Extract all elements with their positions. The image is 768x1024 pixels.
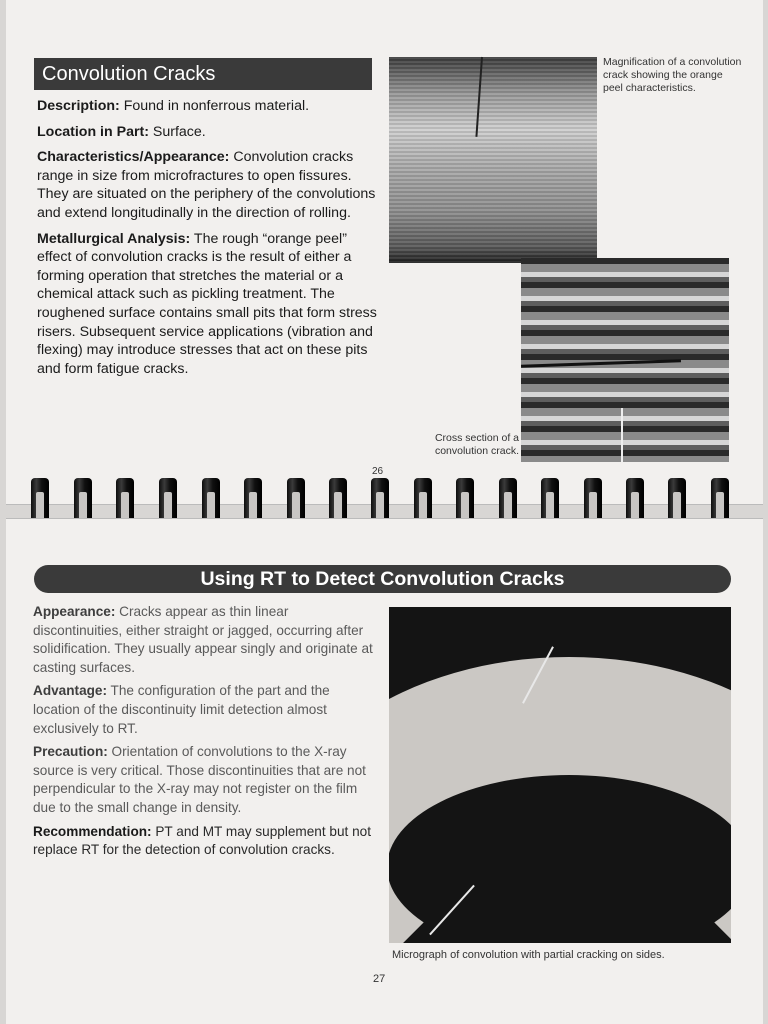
rt-text-block [33, 603, 378, 865]
page-26 [6, 0, 763, 505]
appearance-paragraph: Appearance: Cracks appear as thin linear discontinuities, either straight or jagged, occurring after solidification. They usually appear singly and originate at casting surfaces. [33, 604, 373, 675]
advantage-paragraph: Advantage: The configuration of the part and the location of the discontinuity limit detection almost exclusively to RT. [33, 683, 330, 736]
page-number: 26 [372, 466, 384, 477]
location-paragraph: Location in Part: Surface. [37, 123, 206, 140]
recommendation-paragraph: Recommendation: PT and MT may supplement but not replace RT for the detection of convolution cracks. [33, 823, 371, 858]
precaution-paragraph: Precaution: Orientation of convolutions to the X-ray source is very critical. Those discontinuities that are not perpendicular to the X-ray may not register on the film due to the small change in density. [33, 744, 366, 815]
page-number: 27 [373, 973, 386, 985]
magnification-photo [389, 57, 597, 263]
cross-section-photo [521, 258, 729, 462]
cross-section-caption: Cross section of a convolution crack. [434, 432, 519, 457]
magnification-caption: Magnification of a convolution crack showing the orange peel characteristics. [603, 56, 742, 94]
convolution-band [389, 657, 731, 943]
micrograph-photo [389, 607, 731, 943]
pointer-arrow-icon [621, 408, 623, 462]
metallurgical-paragraph: Metallurgical Analysis: The rough “orange peel” effect of convolution cracks is the result of either a forming operation that stretches the material or a chemical attack such as pickling treatment. The roughened surface contains small pits that form stress risers. Subsequent service applications (vibration and flexing) may introduce stresses that act on these pits and form fatigue cracks. [37, 230, 377, 377]
crack-line [475, 57, 483, 137]
characteristics-paragraph: Characteristics/Appearance: Convolution cracks range in size from microfractures to open fissures. They are situated on the periphery of the convolutions and extend longitudinally in the direction of rolling. [37, 149, 376, 221]
description-paragraph: Description: Found in nonferrous material. [37, 98, 310, 114]
section-title: Convolution Cracks [34, 58, 372, 90]
micrograph-caption: Micrograph of convolution with partial cracking on sides. [392, 949, 665, 961]
description-text-block [37, 97, 377, 385]
page-27 [6, 518, 763, 1024]
section-title: Using RT to Detect Convolution Cracks [34, 565, 731, 593]
crack-line [521, 359, 681, 368]
